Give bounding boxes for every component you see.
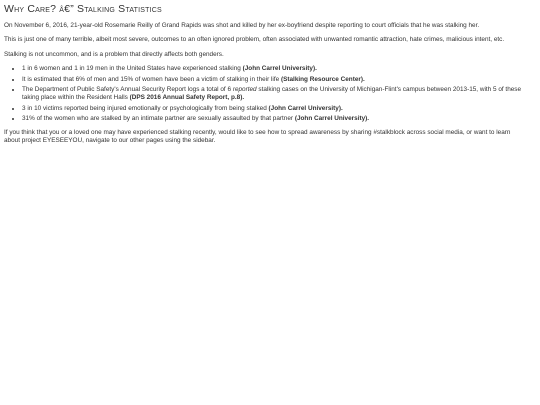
stat-source: (DPS 2016 Annual Safety Report, p.8) — [129, 94, 243, 102]
list-item — [22, 105, 528, 113]
page-content — [0, 0, 532, 145]
stat-text: 3 in 10 victims reported being injured emotionally or psychologically from being stalked — [22, 104, 269, 112]
stat-suffix: . — [340, 104, 343, 112]
list-item — [22, 65, 528, 73]
outcomes-paragraph: This is just one of many terrible, albeit most severe, outcomes to an often ignored problem, often associated with unwanted romantic attraction, hate crimes, malicious intent, etc. — [4, 36, 505, 44]
uncommon-paragraph: Stalking is not uncommon, and is a problem that directly affects both genders. — [4, 50, 224, 58]
stat-text-pre: The Department of Public Safety's Annual Security Report logs a total of 6 — [22, 86, 233, 94]
page-title: Why Care? â€” Stalking Statistics — [4, 3, 162, 15]
stat-text-post: stalking cases on the University of Michigan-Flint's campus between 2013-15, with 5 of these taking place within the Resident Halls — [22, 86, 522, 102]
closing-paragraph: If you think that you or a loved one may have experienced stalking recently, would like to see how to spread awareness by sharing #stalkblock across social media, or want to learn about project EYESEEYOU, navigate to our other pages using the sidebar. — [4, 129, 511, 145]
stat-source: (John Carrel University) — [268, 104, 341, 112]
stat-source: (John Carrel University) — [294, 115, 368, 123]
stat-source: (John Carrel University) — [242, 65, 316, 73]
stat-text: It is estimated that 6% of men and 15% of women have been a victim of stalking in their life — [22, 75, 281, 83]
intro-paragraph: On November 6, 2016, 21-year-old Rosemarie Reilly of Grand Rapids was shot and killed by her ex-boyfriend despite reporting to court officials that he was stalking her. — [4, 21, 480, 29]
stat-suffix: . — [367, 115, 370, 123]
stat-suffix: . — [363, 75, 365, 83]
stat-text: 31% of the women who are stalked by an intimate partner are sexually assaulted by that partner — [22, 115, 295, 123]
stat-source: (Stalking Resource Center) — [280, 75, 364, 83]
stat-emphasis: reported — [232, 86, 257, 94]
stat-suffix: . — [242, 94, 245, 102]
stat-suffix: . — [315, 65, 317, 73]
statistics-list — [4, 65, 528, 123]
list-item — [22, 115, 528, 123]
list-item — [22, 86, 528, 102]
list-item — [22, 76, 528, 84]
stat-text: 1 in 6 women and 1 in 19 men in the United States have experienced stalking — [22, 65, 243, 73]
